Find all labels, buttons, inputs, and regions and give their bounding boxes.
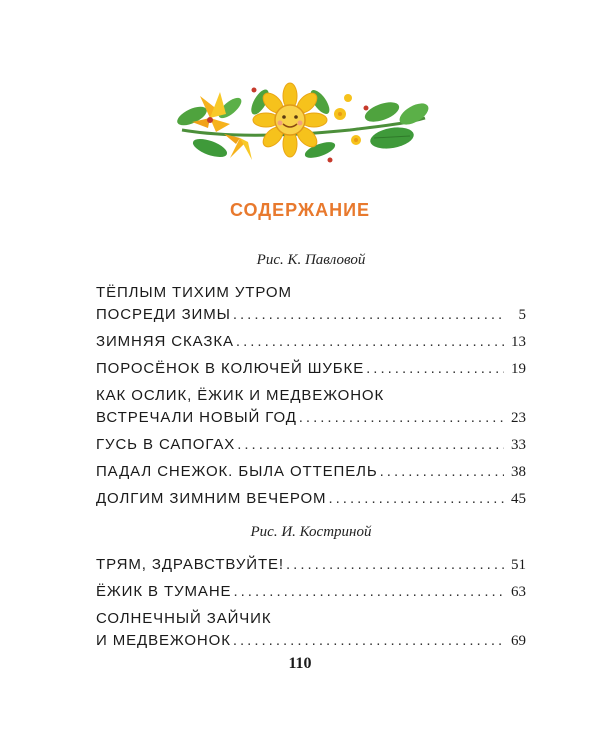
toc-section-pavlova — [96, 250, 526, 515]
page-number: 13 — [511, 334, 526, 350]
dot-leader — [236, 331, 504, 353]
illustrator-credit: Рис. И. Костриной — [250, 524, 372, 540]
toc-entry[interactable] — [96, 282, 526, 326]
page-title: СОДЕРЖАНИЕ — [229, 200, 371, 220]
flower-garland-icon — [170, 78, 432, 170]
toc-entry-list — [96, 282, 526, 510]
dot-leader — [299, 407, 504, 429]
toc-entry-list — [96, 554, 526, 652]
toc-entry-title: ПОСРЕДИ ЗИМЫ — [96, 306, 231, 323]
page-number: 45 — [511, 491, 526, 507]
page-number: 19 — [511, 361, 526, 377]
dot-leader — [233, 581, 504, 603]
dot-leader — [366, 358, 504, 380]
page-number: 5 — [518, 307, 526, 323]
toc-entry[interactable] — [96, 581, 526, 603]
page-folio-number: 110 — [288, 655, 312, 672]
dot-leader — [286, 554, 504, 576]
toc-entry-title: ЁЖИК В ТУМАНЕ — [96, 583, 232, 600]
toc-entry-title: ГУСЬ В САПОГАХ — [96, 436, 236, 453]
dot-leader — [233, 304, 504, 326]
dot-leader — [380, 461, 504, 483]
dot-leader — [237, 434, 504, 456]
toc-entry-title: ВСТРЕЧАЛИ НОВЫЙ ГОД — [96, 409, 297, 426]
illustrator-credit: Рис. К. Павловой — [256, 252, 366, 268]
toc-entry-title: ЗИМНЯЯ СКАЗКА — [96, 333, 234, 350]
toc-entry-title: ДОЛГИМ ЗИМНИМ ВЕЧЕРОМ — [96, 490, 327, 507]
toc-entry[interactable] — [96, 385, 526, 429]
toc-entry[interactable] — [96, 608, 526, 652]
toc-entry-title: ПОРОСЁНОК В КОЛЮЧЕЙ ШУБКЕ — [96, 360, 365, 377]
toc-entry[interactable] — [96, 554, 526, 576]
toc-entry[interactable] — [96, 331, 526, 353]
toc-entry-title: ТЁПЛЫМ ТИХИМ УТРОМ — [96, 284, 292, 301]
toc-section-kostrina — [96, 522, 526, 657]
toc-entry-title: ТРЯМ, ЗДРАВСТВУЙТЕ! — [96, 556, 284, 573]
toc-entry[interactable] — [96, 358, 526, 380]
dot-leader — [328, 488, 504, 510]
toc-entry[interactable] — [96, 434, 526, 456]
page-number: 69 — [511, 633, 526, 649]
page-number: 51 — [511, 557, 526, 573]
page-number: 23 — [511, 410, 526, 426]
page-number: 63 — [511, 584, 526, 600]
page-number: 38 — [511, 464, 526, 480]
toc-entry[interactable] — [96, 488, 526, 510]
toc-entry[interactable] — [96, 461, 526, 483]
toc-entry-title: КАК ОСЛИК, ЁЖИК И МЕДВЕЖОНОК — [96, 387, 385, 404]
toc-entry-title: ПАДАЛ СНЕЖОК. БЫЛА ОТТЕПЕЛЬ — [96, 463, 378, 480]
toc-entry-title: СОЛНЕЧНЫЙ ЗАЙЧИК — [96, 610, 272, 627]
toc-entry-title: И МЕДВЕЖОНОК — [96, 632, 231, 649]
dot-leader — [233, 630, 504, 652]
page-number: 33 — [511, 437, 526, 453]
